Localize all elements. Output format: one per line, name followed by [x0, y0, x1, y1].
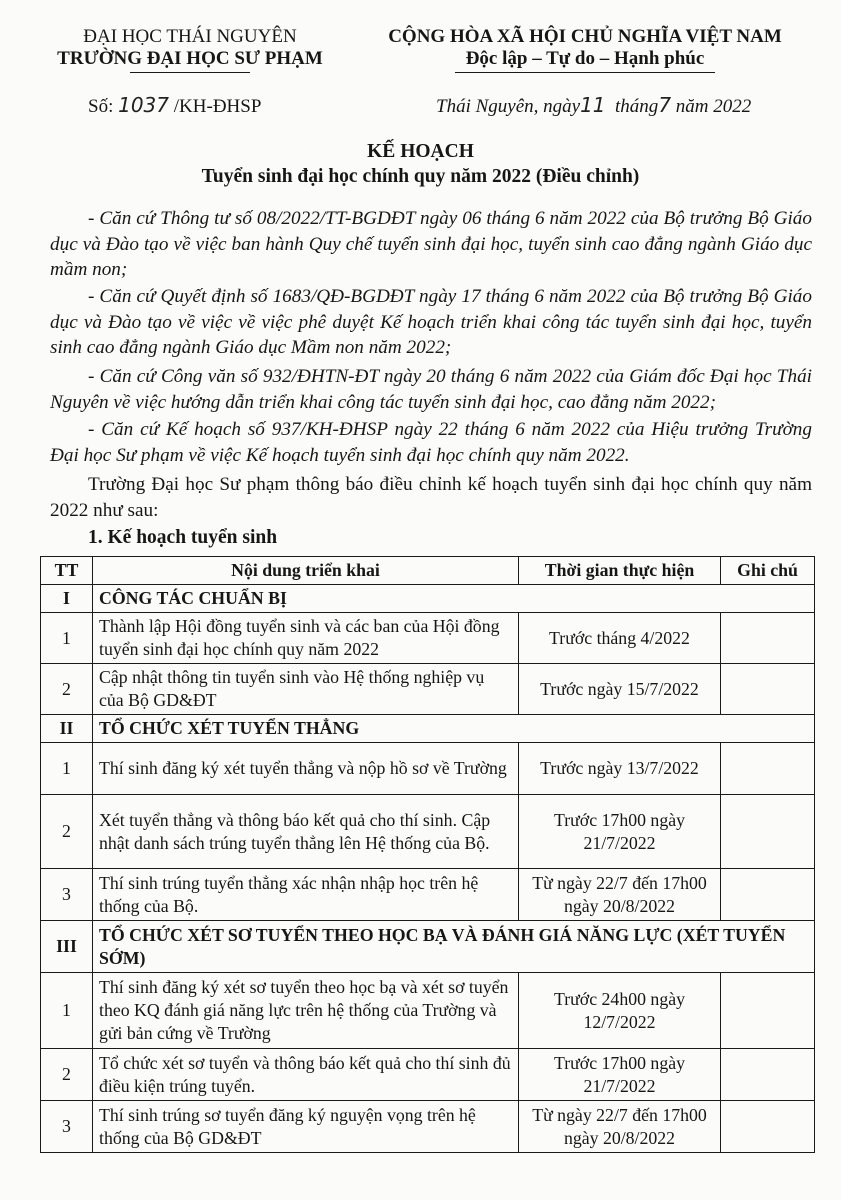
intro-paragraph: Trường Đại học Sư phạm thông báo điều chỉnh kế hoạch tuyển sinh đại học chính quy năm 2022 như sau: — [50, 474, 812, 521]
row-number: 1 — [41, 613, 93, 664]
section-number: I — [41, 585, 93, 613]
row-content: Tổ chức xét sơ tuyển và thông báo kết quả cho thí sinh đủ điều kiện trúng tuyển. — [93, 1049, 519, 1101]
table-row — [41, 664, 815, 715]
section-title: TỔ CHỨC XÉT SƠ TUYỂN THEO HỌC BẠ VÀ ĐÁNH GIÁ NĂNG LỰC (XÉT TUYỂN SỚM) — [93, 921, 815, 973]
handwritten-doc-number: 1037 — [118, 93, 170, 117]
row-number: 3 — [41, 869, 93, 921]
legal-basis-2: - Căn cứ Quyết định số 1683/QĐ-BGDĐT ngày 17 tháng 6 năm 2022 của Bộ trưởng Bộ Giáo dục và Đào tạo về việc về việc phê duyệt Kế hoạch triển khai công tác tuyển sinh đại học, tuyển sinh cao đẳng ngành Giáo dục Mầm non năm 2022; — [50, 286, 812, 358]
row-content: Thí sinh đăng ký xét tuyển thẳng và nộp hồ sơ về Trường — [93, 743, 519, 795]
section-title: TỔ CHỨC XÉT TUYỂN THẲNG — [93, 715, 815, 743]
row-note — [721, 743, 815, 795]
nation-name: CỘNG HÒA XÃ HỘI CHỦ NGHĨA VIỆT NAM — [388, 26, 782, 47]
table-row — [41, 795, 815, 869]
row-content: Thành lập Hội đồng tuyển sinh và các ban của Hội đồng tuyển sinh đại học chính quy năm 2022 — [93, 613, 519, 664]
row-content: Thí sinh trúng tuyển thẳng xác nhận nhập học trên hệ thống của Bộ. — [93, 869, 519, 921]
row-number: 2 — [41, 795, 93, 869]
org-school-name: TRƯỜNG ĐẠI HỌC SƯ PHẠM — [57, 48, 323, 69]
legal-basis-1: - Căn cứ Thông tư số 08/2022/TT-BGDĐT ngày 06 tháng 6 năm 2022 của Bộ trưởng Bộ Giáo dục và Đào tạo về việc ban hành Quy chế tuyển sinh đại học, tuyển sinh cao đẳng ngành Giáo dục mầm non; — [50, 208, 812, 280]
table-row — [41, 1101, 815, 1153]
col-header-note: Ghi chú — [721, 557, 815, 585]
row-note — [721, 869, 815, 921]
motto-underline — [455, 72, 715, 73]
row-number: 2 — [41, 664, 93, 715]
document-subtitle: Tuyển sinh đại học chính quy năm 2022 (Điều chỉnh) — [201, 166, 640, 187]
doc-number-suffix: /KH-ĐHSP — [173, 96, 262, 117]
col-header-time: Thời gian thực hiện — [519, 557, 721, 585]
row-number: 2 — [41, 1049, 93, 1101]
section-number: II — [41, 715, 93, 743]
row-time: Từ ngày 22/7 đến 17h00 ngày 20/8/2022 — [519, 1101, 721, 1153]
row-time: Trước ngày 15/7/2022 — [519, 664, 721, 715]
row-content: Thí sinh trúng sơ tuyển đăng ký nguyện vọng trên hệ thống của Bộ GD&ĐT — [93, 1101, 519, 1153]
date-month-prefix: tháng — [615, 96, 659, 117]
row-time: Trước tháng 4/2022 — [519, 613, 721, 664]
section-row — [41, 585, 815, 613]
row-content: Cập nhật thông tin tuyển sinh vào Hệ thống nghiệp vụ của Bộ GD&ĐT — [93, 664, 519, 715]
row-number: 1 — [41, 743, 93, 795]
handwritten-day: 11 — [580, 93, 606, 117]
legal-basis-4: - Căn cứ Kế hoạch số 937/KH-ĐHSP ngày 22 tháng 6 năm 2022 của Hiệu trưởng Trường Đại học Sư phạm về việc Kế hoạch tuyển sinh đại học chính quy năm 2022. — [50, 419, 812, 466]
doc-number-prefix: Số: — [88, 96, 114, 117]
table-row — [41, 1049, 815, 1101]
handwritten-month: 7 — [658, 93, 672, 117]
section-number: III — [41, 921, 93, 973]
row-content: Xét tuyển thẳng và thông báo kết quả cho thí sinh. Cập nhật danh sách trúng tuyển thẳng lên Hệ thống của Bộ. — [93, 795, 519, 869]
table-row — [41, 743, 815, 795]
row-note — [721, 973, 815, 1049]
admission-plan-table — [40, 556, 815, 1153]
table-row — [41, 869, 815, 921]
row-number: 1 — [41, 973, 93, 1049]
row-note — [721, 613, 815, 664]
row-note — [721, 664, 815, 715]
col-header-content: Nội dung triển khai — [93, 557, 519, 585]
col-header-tt: TT — [41, 557, 93, 585]
section-title: CÔNG TÁC CHUẨN BỊ — [93, 585, 815, 613]
row-note — [721, 795, 815, 869]
document-date — [436, 93, 751, 118]
row-content: Thí sinh đăng ký xét sơ tuyển theo học bạ và xét sơ tuyển theo KQ đánh giá năng lực trên hệ thống của Trường và gửi bản cứng về Trường — [93, 973, 519, 1049]
section-row — [41, 921, 815, 973]
legal-basis-3: - Căn cứ Công văn số 932/ĐHTN-ĐT ngày 20 tháng 6 năm 2022 của Giám đốc Đại học Thái Nguyên về việc hướng dẫn triển khai công tác tuyển sinh đại học, cao đẳng năm 2022; — [50, 366, 812, 413]
org-underline — [130, 72, 250, 73]
row-time: Trước 17h00 ngày 21/7/2022 — [519, 795, 721, 869]
row-time: Từ ngày 22/7 đến 17h00 ngày 20/8/2022 — [519, 869, 721, 921]
document-title: KẾ HOẠCH — [367, 141, 474, 162]
row-number: 3 — [41, 1101, 93, 1153]
date-year: năm 2022 — [675, 96, 752, 117]
table-header-row — [41, 557, 815, 585]
row-time: Trước 24h00 ngày 12/7/2022 — [519, 973, 721, 1049]
document-number — [88, 93, 261, 118]
section-heading: 1. Kế hoạch tuyển sinh — [88, 527, 278, 548]
table-row — [41, 613, 815, 664]
date-place-prefix: Thái Nguyên, ngày — [436, 96, 581, 117]
org-parent-name: ĐẠI HỌC THÁI NGUYÊN — [83, 26, 297, 47]
row-time: Trước 17h00 ngày 21/7/2022 — [519, 1049, 721, 1101]
row-time: Trước ngày 13/7/2022 — [519, 743, 721, 795]
row-note — [721, 1049, 815, 1101]
row-note — [721, 1101, 815, 1153]
nation-motto: Độc lập – Tự do – Hạnh phúc — [465, 48, 705, 69]
table-row — [41, 973, 815, 1049]
section-row — [41, 715, 815, 743]
